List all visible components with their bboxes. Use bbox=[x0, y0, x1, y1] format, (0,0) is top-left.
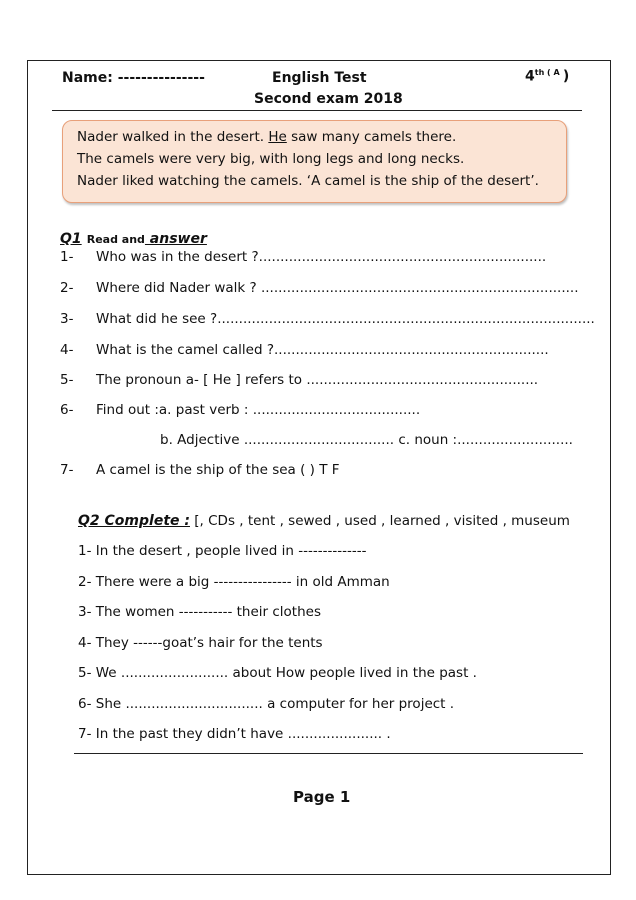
reading-passage-box bbox=[62, 120, 567, 203]
grade-label: $4^{th ( A}$ ) bbox=[525, 68, 570, 85]
q1-item-5-num: 5- bbox=[60, 372, 74, 388]
q1-item-1-num: 1- bbox=[60, 249, 74, 265]
q1-item-6b: b. Adjective ................................... c. noun :........................... bbox=[160, 432, 573, 448]
q2-item-6: 6- She ................................ a computer for her project . bbox=[78, 696, 455, 712]
q2-item-5: 5- We ......................... about How people lived in the past . bbox=[78, 665, 477, 681]
q1-item-3-num: 3- bbox=[60, 311, 74, 327]
q1-item-1: Who was in the desert ?................................................................... bbox=[96, 249, 547, 265]
q1-item-3: What did he see ?........................................................................................ bbox=[96, 311, 595, 327]
name-label: Name: --------------- bbox=[62, 70, 205, 86]
q2-item-3: 3- The women ----------- their clothes bbox=[78, 604, 321, 620]
header-divider bbox=[52, 110, 582, 111]
underlined-pronoun: He bbox=[268, 129, 287, 145]
passage-line-2: The camels were very big, with long legs and long necks. bbox=[77, 151, 465, 167]
q1-item-4-num: 4- bbox=[60, 342, 74, 358]
q2-item-4: 4- They ------goat’s hair for the tents bbox=[78, 635, 323, 651]
q1-item-4: What is the camel called ?................................................................ bbox=[96, 342, 549, 358]
passage-line-3: Nader liked watching the camels. ‘A camel is the ship of the desert’. bbox=[77, 173, 539, 189]
page-number: Page 1 bbox=[293, 788, 351, 806]
word-bank: [, CDs , tent , sewed , used , learned , visited , museum bbox=[189, 513, 570, 529]
q1-item-5: The pronoun a- [ He ] refers to ...................................................... bbox=[96, 372, 539, 388]
q1-item-2: Where did Nader walk ? .......................................................................... bbox=[96, 280, 579, 296]
q1-heading: Q1 Read and answer bbox=[60, 231, 207, 247]
q1-item-2-num: 2- bbox=[60, 280, 74, 296]
q2-bottom-divider bbox=[74, 753, 583, 754]
q2-item-7: 7- In the past they didn’t have ...................... . bbox=[78, 726, 391, 742]
q1-item-6: Find out :a. past verb : ....................................... bbox=[96, 402, 421, 418]
q2-item-2: 2- There were a big ---------------- in old Amman bbox=[78, 574, 390, 590]
q2-heading: Q2 Complete : [, CDs , tent , sewed , used , learned , visited , museum bbox=[78, 513, 570, 529]
test-title: English Test bbox=[272, 70, 367, 86]
q2-item-1: 1- In the desert , people lived in -------------- bbox=[78, 543, 367, 559]
passage-line-1: Nader walked in the desert. He saw many camels there. bbox=[77, 129, 457, 145]
q1-item-6-num: 6- bbox=[60, 402, 74, 418]
exam-subtitle: Second exam 2018 bbox=[254, 91, 403, 107]
q1-item-7: A camel is the ship of the sea ( ) T F bbox=[96, 462, 340, 478]
q1-item-7-num: 7- bbox=[60, 462, 74, 478]
